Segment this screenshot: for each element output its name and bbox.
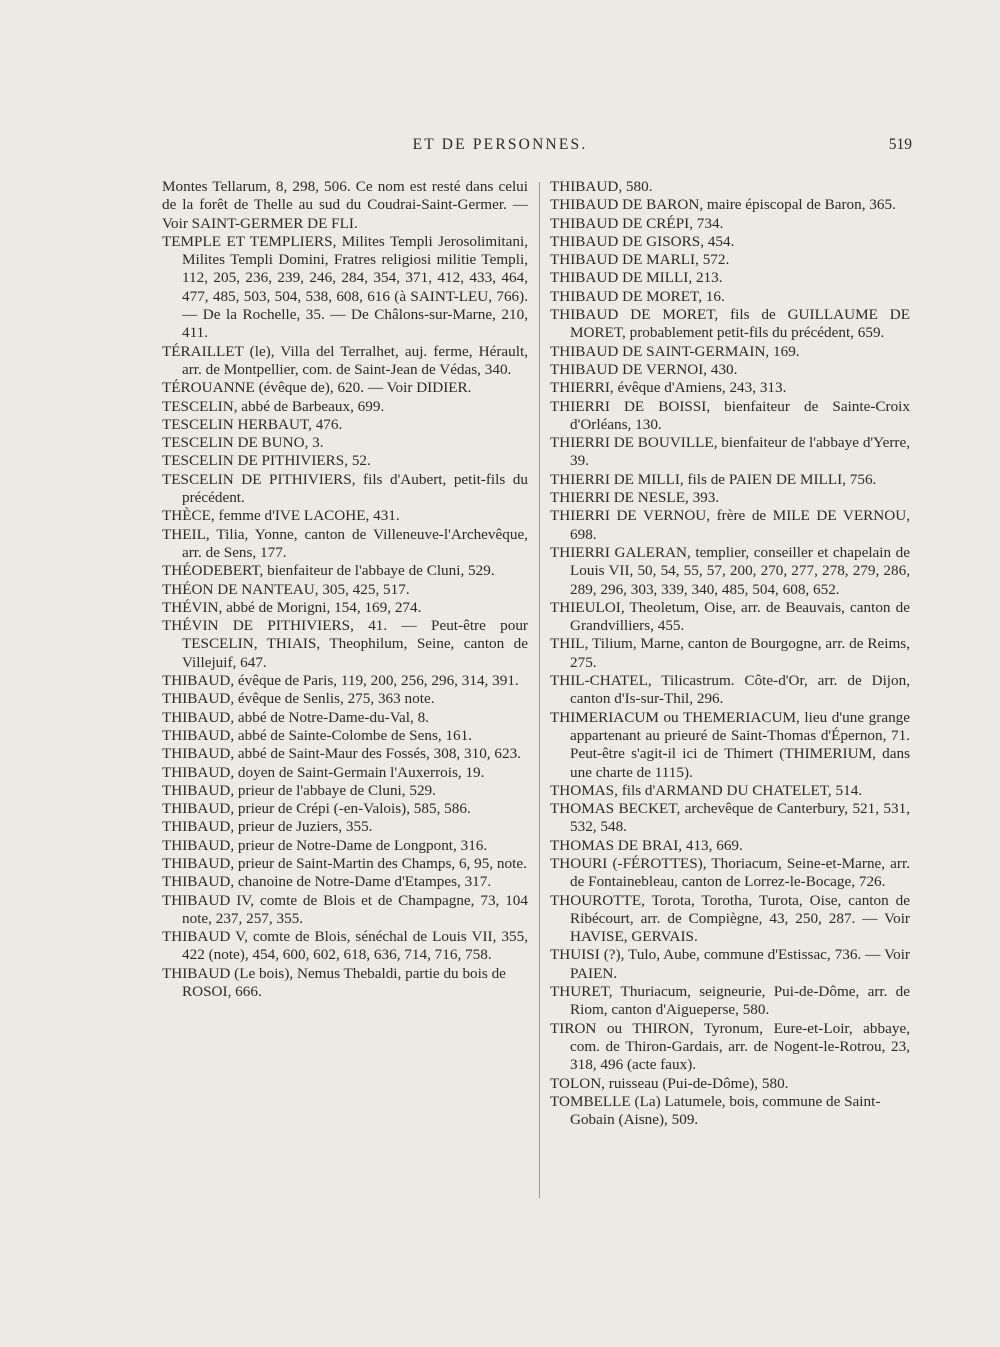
- index-entry: THOUROTTE, Torota, Torotha, Turota, Oise, canton de Ribécourt, arr. de Compiègne, 43, 250, 287. — Voir HAVISE, GERVAIS.: [550, 891, 910, 946]
- index-entry: THIBAUD DE MILLI, 213.: [550, 269, 723, 287]
- index-entry: TÉROUANNE (évêque de), 620. — Voir DIDIER.: [162, 379, 472, 397]
- index-entry: THIBAUD, prieur de l'abbaye de Cluni, 529.: [162, 781, 436, 799]
- index-entry: THIBAUD DE MARLI, 572.: [550, 251, 730, 269]
- index-entry: THIEULOI, Theoletum, Oise, arr. de Beauvais, canton de Grandvilliers, 455.: [550, 598, 910, 635]
- index-entry: THOMAS DE BRAI, 413, 669.: [550, 836, 743, 854]
- index-entry: THIBAUD, chanoine de Notre-Dame d'Etampes, 317.: [162, 873, 492, 891]
- index-entry: THIBAUD DE MORET, fils de GUILLAUME DE MORET, probablement petit-fils du précédent, 659.: [550, 306, 910, 342]
- column-divider: [539, 182, 540, 1198]
- index-entry: THÉODEBERT, bienfaiteur de l'abbaye de Cluni, 529.: [162, 562, 495, 580]
- index-entry: THOURI (-FÉROTTES), Thoriacum, Seine-et-Marne, arr. de Fontainebleau, canton de Lorrez-le-Bocage, 726.: [550, 854, 910, 891]
- index-entry: THIL-CHATEL, Tilicastrum. Côte-d'Or, arr. de Dijon, canton d'Is-sur-Thil, 296.: [550, 672, 910, 708]
- index-entry: THÉVIN, abbé de Morigni, 154, 169, 274.: [162, 598, 422, 616]
- index-entry: THIBAUD, prieur de Crépi (-en-Valois), 585, 586.: [162, 800, 471, 818]
- index-entry: THIBAUD DE MORET, 16.: [550, 287, 725, 305]
- index-entry: THIBAUD, évêque de Senlis, 275, 363 note.: [162, 690, 435, 708]
- index-entry: THIBAUD DE VERNOI, 430.: [550, 360, 738, 378]
- index-entry: TESCELIN, abbé de Barbeaux, 699.: [162, 397, 385, 415]
- index-entry: TOMBELLE (La) Latumele, bois, commune de Saint-Gobain (Aisne), 509.: [550, 1092, 881, 1129]
- index-entry: TESCELIN DE PITHIVIERS, 52.: [162, 452, 371, 470]
- index-entry: THIBAUD DE BARON, maire épiscopal de Baron, 365.: [550, 196, 896, 214]
- index-entry: THIBAUD, prieur de Saint-Martin des Champs, 6, 95, note.: [162, 854, 527, 872]
- right-column: [550, 178, 910, 1129]
- index-entry: THÉVIN DE PITHIVIERS, 41. — Peut-être pour TESCELIN, THIAIS, Theophilum, Seine, canton de Villejuif, 647.: [162, 617, 528, 671]
- index-entry: TIRON ou THIRON, Tyronum, Eure-et-Loir, abbaye, com. de Thiron-Gardais, arr. de Nogent-le-Rotrou, 23, 318, 496 (acte faux).: [550, 1019, 910, 1074]
- index-entry: THOMAS, fils d'ARMAND DU CHATELET, 514.: [550, 781, 863, 799]
- index-entry: THIERRI DE VERNOU, frère de MILE DE VERNOU, 698.: [550, 507, 910, 543]
- index-entry: THIERRI DE BOISSI, bienfaiteur de Sainte-Croix d'Orléans, 130.: [550, 397, 910, 433]
- index-entry: TESCELIN DE BUNO, 3.: [162, 434, 324, 452]
- index-entry: TEMPLE ET TEMPLIERS, Milites Templi Jerosolimitani, Milites Templi Domini, Fratres religiosi militie Templi, 112, 205, 236, 239, 246, 284, 354, 371, 412, 433, 464, 477, 485, 503, 504, 538, 608, 616 (à SAINT-LEU, 766). — De la Rochelle, 35. — De Châlons-sur-Marne, 210, 411.: [162, 232, 528, 342]
- index-entry: THIERRI GALERAN, templier, conseiller et chapelain de Louis VII, 50, 54, 55, 57, 200, 270, 277, 278, 279, 286, 289, 296, 303, 339, 340, 485, 504, 608, 652.: [550, 543, 910, 598]
- index-entry: THIBAUD, abbé de Saint-Maur des Fossés, 308, 310, 623.: [162, 745, 521, 763]
- left-column: [162, 178, 528, 1001]
- index-entry: THIBAUD V, comte de Blois, sénéchal de Louis VII, 355, 422 (note), 454, 600, 602, 618, 636, 714, 716, 758.: [162, 928, 528, 964]
- index-entry: THIBAUD, abbé de Notre-Dame-du-Val, 8.: [162, 708, 429, 726]
- index-entry: THIBAUD, 580.: [550, 178, 653, 195]
- index-entry: THOMAS BECKET, archevêque de Canterbury, 521, 531, 532, 548.: [550, 800, 910, 836]
- index-entry: THIERRI, évêque d'Amiens, 243, 313.: [550, 379, 787, 397]
- index-entry: Montes Tellarum, 8, 298, 506. Ce nom est resté dans celui de la forêt de Thelle au sud du Coudrai-Saint-Germer. — Voir SAINT-GERMER DE FLI.: [162, 178, 528, 232]
- page-number: 519: [888, 136, 912, 153]
- index-entry: THURET, Thuriacum, seigneurie, Pui-de-Dôme, arr. de Riom, canton d'Aigueperse, 580.: [550, 983, 910, 1019]
- index-entry: THIMERIACUM ou THEMERIACUM, lieu d'une grange appartenant au prieuré de Saint-Thomas d'Épernon, 71. Peut-être s'agit-il ici de Thimert (THIMERIUM, dans une charte de 1115).: [550, 708, 910, 781]
- index-entry: THEIL, Tilia, Yonne, canton de Villeneuve-l'Archevêque, arr. de Sens, 177.: [162, 525, 528, 561]
- index-entry: THIBAUD, abbé de Sainte-Colombe de Sens, 161.: [162, 726, 473, 744]
- index-entry: THIL, Tilium, Marne, canton de Bourgogne, arr. de Reims, 275.: [550, 635, 910, 671]
- index-entry: THÈCE, femme d'IVE LACOHE, 431.: [162, 507, 400, 525]
- index-entry: THIBAUD IV, comte de Blois et de Champagne, 73, 104 note, 237, 257, 355.: [162, 891, 528, 927]
- index-entry: THIERRI DE BOUVILLE, bienfaiteur de l'abbaye d'Yerre, 39.: [550, 434, 910, 470]
- index-entry: THIBAUD, évêque de Paris, 119, 200, 256, 296, 314, 391.: [162, 672, 519, 690]
- index-entry: THIBAUD, doyen de Saint-Germain l'Auxerrois, 19.: [162, 763, 485, 781]
- index-entry: THIBAUD DE CRÉPI, 734.: [550, 214, 724, 232]
- index-entry: THÉON DE NANTEAU, 305, 425, 517.: [162, 580, 410, 598]
- index-entry: TOLON, ruisseau (Pui-de-Dôme), 580.: [550, 1074, 789, 1092]
- index-entry: THUISI (?), Tulo, Aube, commune d'Estissac, 736. — Voir PAIEN.: [550, 946, 910, 982]
- index-entry: THIBAUD, prieur de Notre-Dame de Longpont, 316.: [162, 836, 488, 854]
- index-entry: TESCELIN DE PITHIVIERS, fils d'Aubert, petit-fils du précédent.: [162, 470, 528, 507]
- index-entry: TESCELIN HERBAUT, 476.: [162, 415, 343, 433]
- index-entry: THIBAUD DE SAINT-GERMAIN, 169.: [550, 342, 800, 360]
- index-entry: TÉRAILLET (le), Villa del Terralhet, auj. ferme, Hérault, arr. de Montpellier, com. de Saint-Jean de Védas, 340.: [162, 342, 528, 378]
- running-head: ET DE PERSONNES.: [412, 136, 588, 153]
- index-entry: THIBAUD (Le bois), Nemus Thebaldi, partie du bois de ROSOI, 666.: [162, 964, 506, 1001]
- index-entry: THIBAUD, prieur de Juziers, 355.: [162, 818, 373, 836]
- index-entry: THIBAUD DE GISORS, 454.: [550, 232, 735, 250]
- index-entry: THIERRI DE NESLE, 393.: [550, 489, 720, 507]
- index-entry: THIERRI DE MILLI, fils de PAIEN DE MILLI, 756.: [550, 470, 877, 488]
